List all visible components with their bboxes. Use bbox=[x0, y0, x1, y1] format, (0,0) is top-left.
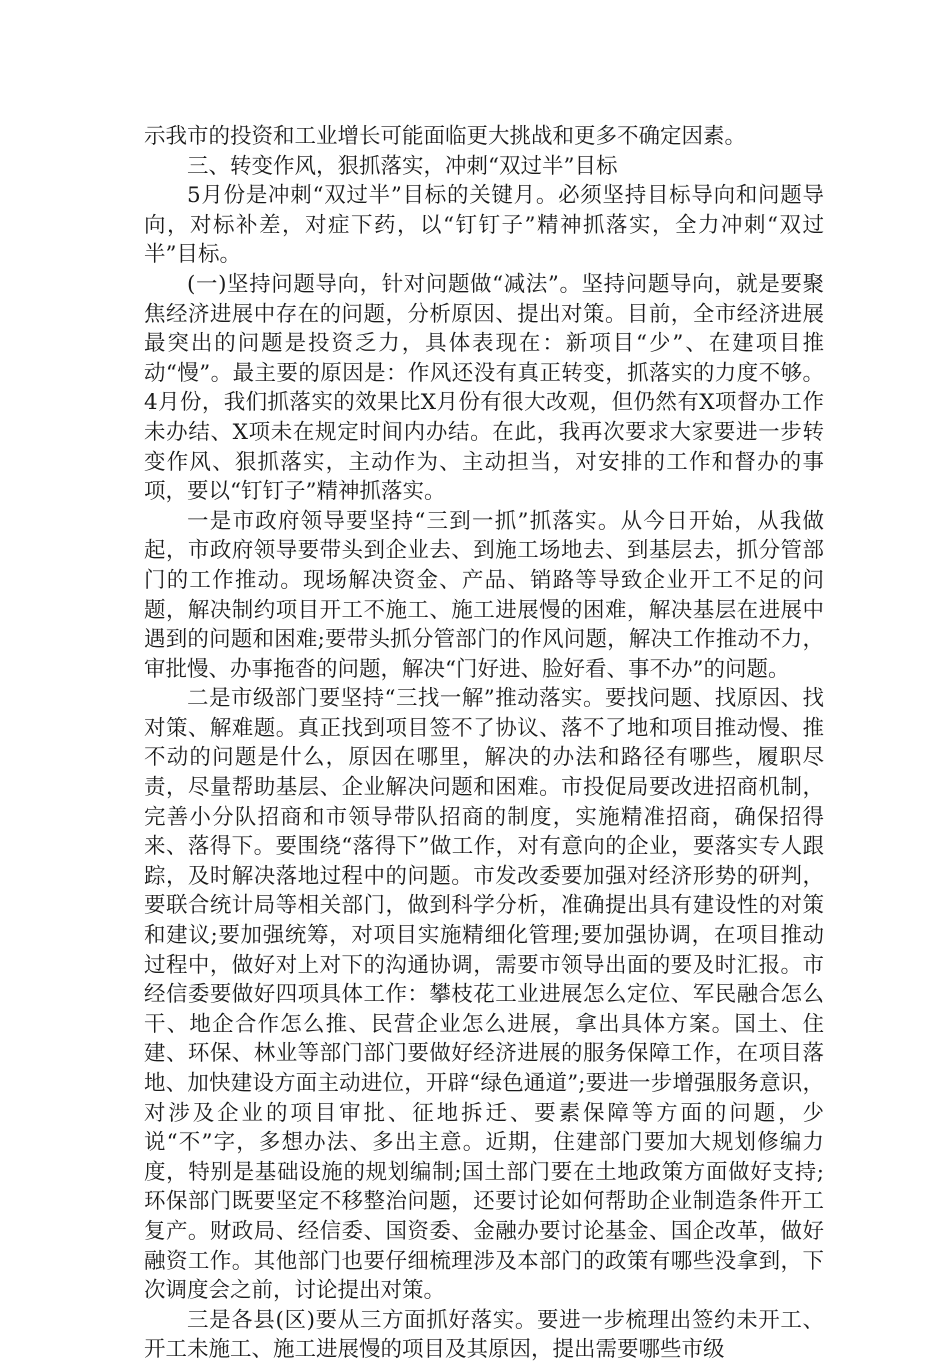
document-body bbox=[144, 122, 824, 1365]
paragraph-continuation: 示我市的投资和工业增长可能面临更大挑战和更多不确定因素。 bbox=[144, 124, 747, 149]
paragraph: (一)坚持问题导向，针对问题做“减法”。坚持问题导向，就是要聚焦经济进展中存在的问题，分析原因、提出对策。目前，全市经济进展最突出的问题是投资乏力，具体表现在：新项目“少”、在建项目推动“慢”。最主要的原因是：作风还没有真正转变，抓落实的力度不够。4月份，我们抓落实的效果比X月份有很大改观，但仍然有X项督办工作未办结、X项未在规定时间内办结。在此，我再次要求大家要进一步转变作风、狠抓落实，主动作为、主动担当，对安排的工作和督办的事项，要以“钉钉子”精神抓落实。 bbox=[144, 271, 824, 505]
paragraph: 一是市政府领导要坚持“三到一抓”抓落实。从今日开始，从我做起，市政府领导要带头到企业去、到施工场地去、到基层去，抓分管部门的工作推动。现场解决资金、产品、销路等导致企业开工不足的问题，解决制约项目开工不施工、施工进展慢的困难，解决基层在进展中遇到的问题和困难;要带头抓分管部门的作风问题，解决工作推动不力，审批慢、办事拖沓的问题，解决“门好进、脸好看、事不办”的问题。 bbox=[144, 508, 824, 682]
section-heading: 三、转变作风，狠抓落实，冲刺“双过半”目标 bbox=[187, 153, 618, 179]
paragraph: 5月份是冲刺“双过半”目标的关键月。必须坚持目标导向和问题导向，对标补差，对症下药，以“钉钉子”精神抓落实，全力冲刺“双过半”目标。 bbox=[144, 183, 824, 268]
paragraph: 三是各县(区)要从三方面抓好落实。要进一步梳理出签约未开工、开工未施工、施工进展慢的项目及其原因，提出需要哪些市级 bbox=[144, 1307, 824, 1363]
paragraph: 二是市级部门要坚持“三找一解”推动落实。要找问题、找原因、找对策、解难题。真正找到项目签不了协议、落不了地和项目推动慢、推不动的问题是什么，原因在哪里，解决的办法和路径有哪些，履职尽责，尽量帮助基层、企业解决问题和困难。市投促局要改进招商机制，完善小分队招商和市领导带队招商的制度，实施精准招商，确保招得来、落得下。要围绕“落得下”做工作，对有意向的企业，要落实专人跟踪，及时解决落地过程中的问题。市发改委要加强对经济形势的研判，要联合统计局等相关部门，做到科学分析，准确提出具有建设性的对策和建议;要加强统筹，对项目实施精细化管理;要加强协调，在项目推动过程中，做好对上对下的沟通协调，需要市领导出面的要及时汇报。市经信委要做好四项具体工作：攀枝花工业进展怎么定位、军民融合怎么干、地企合作怎么推、民营企业怎么进展，拿出具体方案。国土、住建、环保、林业等部门部门要做好经济进展的服务保障工作，在项目落地、加快建设方面主动进位，开辟“绿色通道”;要进一步增强服务意识，对涉及企业的项目审批、征地拆迁、要素保障等方面的问题，少说“不”字，多想办法、多出主意。近期，住建部门要加大规划修编力度，特别是基础设施的规划编制;国土部门要在土地政策方面做好支持;环保部门既要坚定不移整治问题，还要讨论如何帮助企业制造条件开工复产。财政局、经信委、国资委、金融办要讨论基金、国企改革，做好融资工作。其他部门也要仔细梳理涉及本部门的政策有哪些没拿到，下次调度会之前，讨论提出对策。 bbox=[144, 686, 824, 1304]
